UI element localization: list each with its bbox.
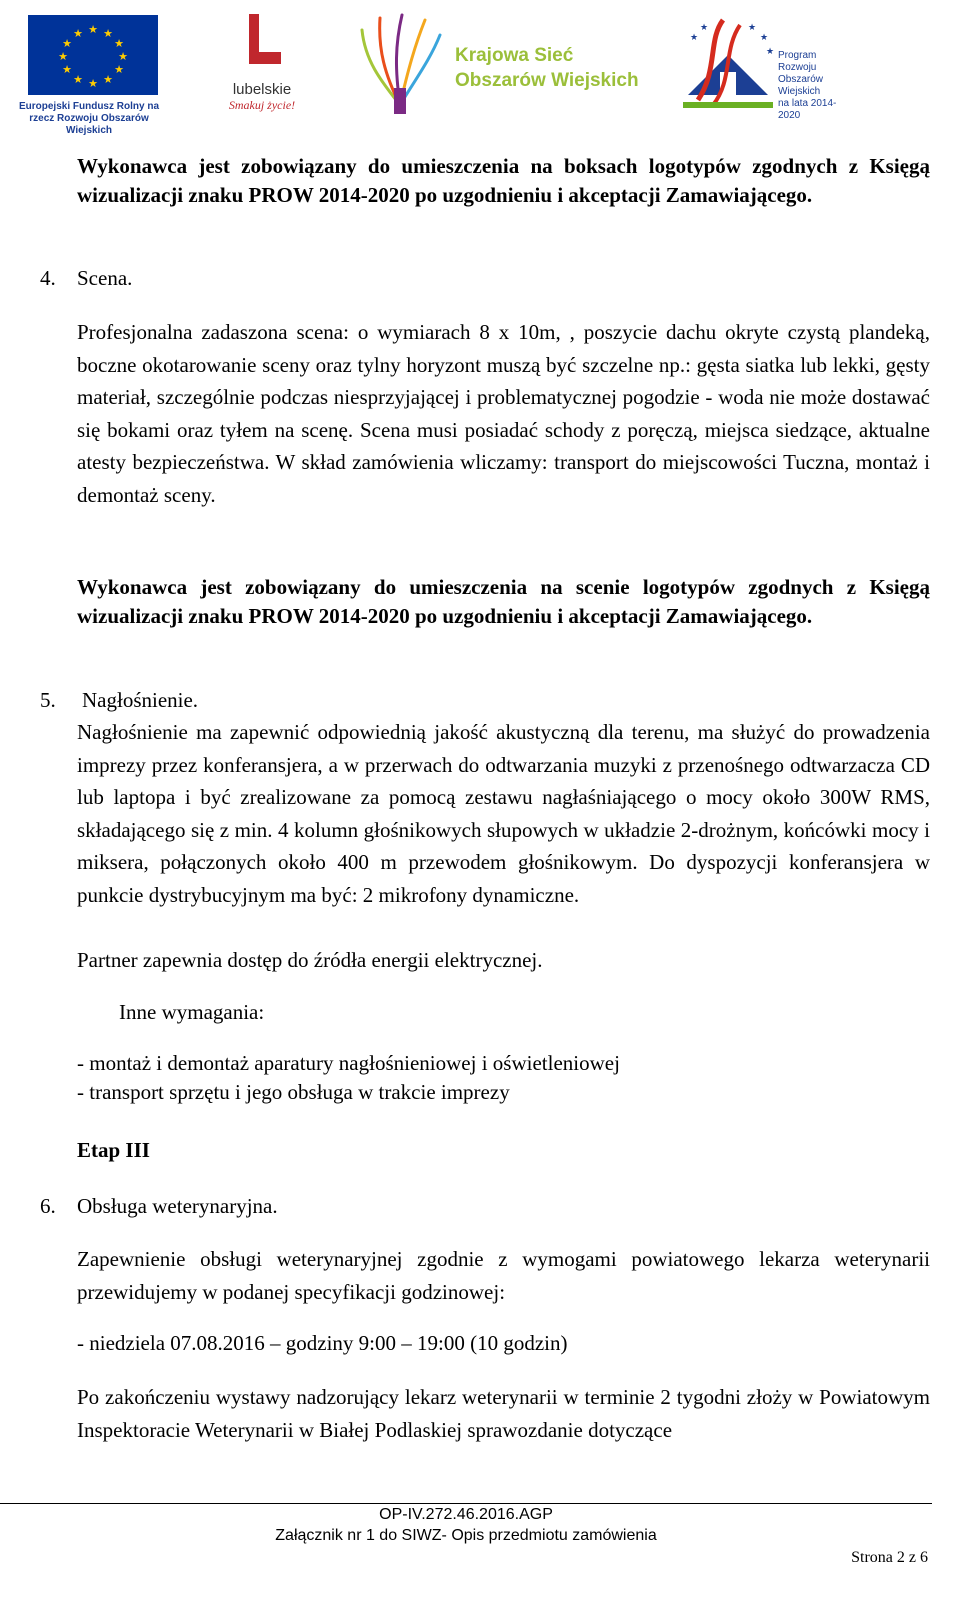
svg-text:★: ★ bbox=[73, 73, 83, 86]
prow-line: Obszarów bbox=[778, 74, 824, 85]
svg-text:★: ★ bbox=[103, 27, 113, 40]
ksow-logo bbox=[350, 10, 650, 120]
svg-text:★: ★ bbox=[103, 73, 113, 86]
svg-text:★: ★ bbox=[73, 27, 83, 40]
svg-text:★: ★ bbox=[690, 33, 699, 43]
footer-reference: OP-IV.272.46.2016.AGP bbox=[379, 1506, 553, 1523]
lubelskie-logo bbox=[222, 10, 302, 113]
paragraph-niedziela: - niedziela 07.08.2016 – godziny 9:00 – 19:00 (10 godzin) bbox=[77, 1331, 568, 1355]
page-number: Strona 2 z 6 bbox=[851, 1549, 928, 1566]
svg-text:★: ★ bbox=[766, 47, 775, 57]
paragraph-scena: Profesjonalna zadaszona scena: o wymiarach 8 x 10m, , poszycie dachu okryte czystą plandeką, boczne okotarowanie sceny oraz tylny horyzont muszą być szczelne np.: gęsta siatka lub lekki, gęsty materiał, szczególnie podczas niesprzyjającej i problematycznej pogodzie - woda nie może dostawać się bokami oraz tyłem na scenę. Scena musi posiadać schody z poręczą, miejsca siedzące, aktualne atesty bezpieczeństwa. W skład zamówienia wliczamy: transport do miejscowości Tuczna, montaż i demontaż sceny. bbox=[77, 320, 930, 507]
svg-text:★: ★ bbox=[760, 33, 769, 43]
paragraph-weterynaria: Zapewnienie obsługi weterynaryjnej zgodnie z wymogami powiatowego lekarza weterynarii przewidujemy w podanej specyfikacji godzinowej: bbox=[77, 1247, 930, 1304]
paragraph-po-zakonczeniu: Po zakończeniu wystawy nadzorujący lekarz weterynarii w terminie 2 tygodni złoży w Powiatowym Inspektoracie Weterynarii w Białej Podlaskiej sprawozdanie dotyczące bbox=[77, 1385, 930, 1442]
svg-text:★: ★ bbox=[62, 37, 72, 50]
prow-line: Program bbox=[778, 50, 817, 61]
prow-line: Rozwoju bbox=[778, 62, 817, 73]
prow-text bbox=[778, 50, 858, 122]
svg-text:★: ★ bbox=[114, 37, 124, 50]
svg-text:★: ★ bbox=[88, 77, 98, 90]
paragraph-scena-logos: Wykonawca jest zobowiązany do umieszczenia na scenie logotypów zgodnych z Księgą wizualizacji znaku PROW 2014-2020 po uzgodnieniu i akceptacji Zamawiającego. bbox=[77, 575, 930, 628]
item-6-number: 6. bbox=[40, 1194, 56, 1218]
svg-text:★: ★ bbox=[700, 23, 709, 33]
lubelskie-name: lubelskie bbox=[232, 81, 292, 98]
list-item: - transport sprzętu i jego obsługa w trakcie imprezy bbox=[77, 1080, 510, 1104]
prow-emblem-icon bbox=[678, 10, 778, 120]
paragraph-boksach-logos: Wykonawca jest zobowiązany do umieszczenia na boksach logotypów zgodnych z Księgą wizualizacji znaku PROW 2014-2020 po uzgodnieniu i akceptacji Zamawiającego. bbox=[77, 154, 930, 207]
svg-text:★: ★ bbox=[88, 23, 98, 36]
prow-line: na lata 2014-2020 bbox=[778, 98, 837, 121]
list-item: - montaż i demontaż aparatury nagłośnieniowej i oświetleniowej bbox=[77, 1051, 620, 1075]
paragraph-naglosnienie: Nagłośnienie ma zapewnić odpowiednią jakość akustyczną dla terenu, ma służyć do prowadzenia imprezy przez konferansjera, a w przerwach do odtwarzania muzyki z przenośnego odtwarzacza CD lub laptopa i być zrealizowane za pomocą zestawu nagłaśniającego o mocy około 300W RMS, składającego się z min. 4 kolumn głośnikowych słupowych w układzie 2-drożnym, końcówki mocy i miksera, połączonych około 400 m przewodem głośnikowym. Do dyspozycji konferansjera w punkcie dystrybucyjnym ma być: 2 mikrofony dynamiczne. bbox=[77, 720, 930, 907]
etap-heading: Etap III bbox=[77, 1138, 150, 1162]
item-4-number: 4. bbox=[40, 266, 56, 290]
item-6-title: Obsługa weterynaryjna. bbox=[77, 1194, 278, 1218]
item-5-number: 5. bbox=[40, 688, 56, 712]
prow-logo bbox=[678, 10, 858, 120]
footer-subtitle: Załącznik nr 1 do SIWZ- Opis przedmiotu zamówienia bbox=[275, 1527, 657, 1544]
inne-wymagania-heading: Inne wymagania: bbox=[119, 1000, 265, 1024]
item-5-title: Nagłośnienie. bbox=[82, 688, 199, 712]
eu-fund-logo bbox=[8, 15, 170, 137]
svg-text:★: ★ bbox=[748, 23, 757, 33]
ksow-line2: Obszarów Wiejskich bbox=[455, 70, 639, 91]
ksow-emblem-icon bbox=[350, 10, 450, 120]
paragraph-partner: Partner zapewnia dostęp do źródła energii elektrycznej. bbox=[77, 948, 543, 972]
svg-text:★: ★ bbox=[62, 63, 72, 76]
item-4-title: Scena. bbox=[77, 266, 133, 290]
svg-text:★: ★ bbox=[118, 50, 128, 63]
lubelskie-slogan: Smakuj życie! bbox=[228, 98, 296, 112]
ksow-line1: Krajowa Sieć bbox=[455, 45, 574, 66]
svg-text:★: ★ bbox=[58, 50, 68, 63]
eu-flag-icon bbox=[28, 15, 158, 95]
prow-line: Wiejskich bbox=[778, 86, 821, 97]
inne-wymagania-list bbox=[77, 1049, 930, 1107]
svg-text:★: ★ bbox=[114, 63, 124, 76]
eu-fund-caption: Europejski Fundusz Rolny na rzecz Rozwoju Obszarów Wiejskich bbox=[18, 101, 159, 136]
footer-rule bbox=[0, 1503, 932, 1504]
lubelskie-l-icon bbox=[237, 10, 287, 70]
header-logos bbox=[0, 10, 960, 136]
